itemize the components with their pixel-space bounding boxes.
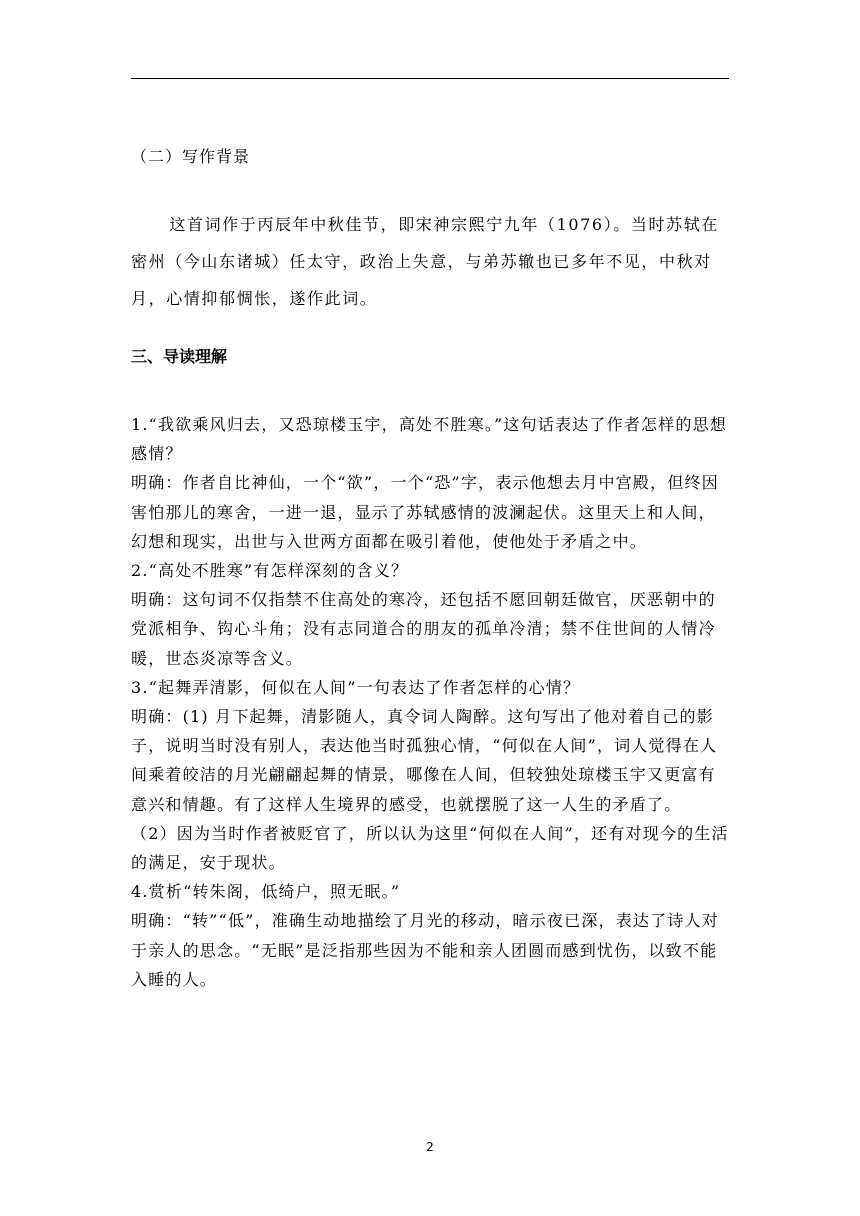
answer-3-part-2: （2）因为当时作者被贬官了，所以认为这里“何似在人间”，还有对现今的生活的满足，安于现状。 — [131, 823, 729, 873]
subheading: （二）写作背景 — [131, 147, 251, 166]
answer-4: 明确：“转”“低”，准确生动地描绘了月光的移动，暗示夜已深，表达了诗人对于亲人的思念。“无眠”是泛指那些因为不能和亲人团圆而感到忧伤，以致不能入睡的人。 — [131, 911, 719, 989]
answer-2: 明确：这句词不仅指禁不住高处的寒冷，还包括不愿回朝廷做官，厌恶朝中的党派相争、钩心斗角；没有志同道合的朋友的孤单冷清；禁不住世间的人情冷暖，世态炎凉等含义。 — [131, 590, 716, 668]
page-number: 2 — [426, 1140, 434, 1154]
answer-3-part-1: 明确：(1) 月下起舞，清影随人，真令词人陶醉。这句写出了他对着自己的影子，说明当时没有别人，表达他当时孤独心情，“何似在人间”，词人觉得在人间乘着皎洁的月光翩翩起舞的情景，哪像在人间，但较独处琼楼玉宇又更富有意兴和情趣。有了这样人生境界的感受，也就摆脱了这一人生的矛盾了。 — [131, 707, 718, 814]
section-title: 三、导读理解 — [131, 347, 228, 366]
background-paragraph: 这首词作于丙辰年中秋佳节，即宋神宗熙宁九年（1076）。当时苏轼在密州（今山东诸城）任太守，政治上失意，与弟苏辙也已多年不见，中秋对月，心情抑郁惆怅，遂作此词。 — [131, 215, 719, 308]
question-3: 3.“起舞弄清影，何似在人间”一句表达了作者怎样的心情？ — [131, 677, 581, 697]
question-2: 2.“高处不胜寒”有怎样深刻的含义？ — [131, 561, 409, 581]
question-4: 4.赏析“转朱阁，低绮户，照无眠。” — [131, 882, 401, 902]
qa-section — [131, 410, 729, 994]
header-rule — [131, 78, 729, 79]
answer-1: 明确：作者自比神仙，一个“欲”，一个“恐”字，表示他想去月中宫殿，但终因害怕那儿的寒舍，一进一退，显示了苏轼感情的波澜起伏。这里天上和人间，幻想和现实，出世与入世两方面都在吸引着他，使他处于矛盾之中。 — [131, 473, 719, 551]
question-1: 1.“我欲乘风归去，又恐琼楼玉宇，高处不胜寒。”这句话表达了作者怎样的思想感情？ — [131, 415, 728, 464]
